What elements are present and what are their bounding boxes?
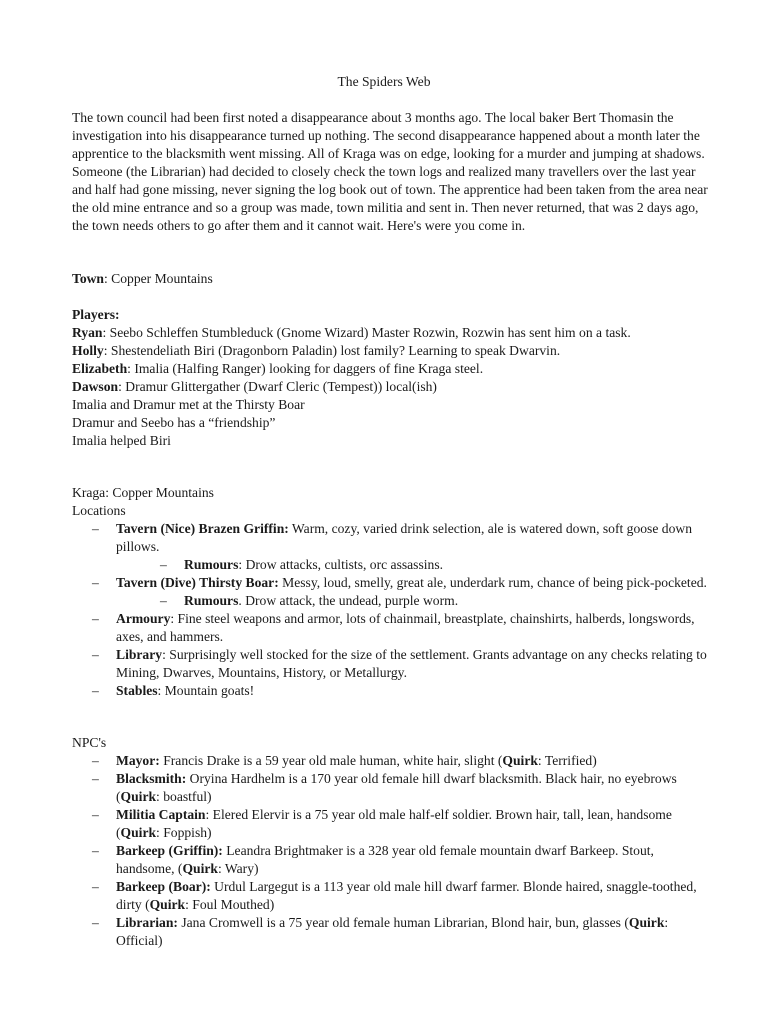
quirk-value: : Terrified) (537, 753, 597, 768)
quirk-value: : boastful) (156, 789, 212, 804)
quirk-label: Quirk (628, 915, 665, 930)
npc-desc: : Elered Elervir is a 75 year old male half-elf soldier. Brown hair, tall, lean, handsome ( (116, 807, 672, 840)
town-label: Town (72, 271, 104, 286)
npc-list (72, 752, 712, 950)
quirk-value: : Foul Mouthed) (185, 897, 275, 912)
npc-role: Militia Captain (116, 807, 206, 822)
npc-item (72, 770, 712, 806)
npc-item (72, 752, 712, 770)
intro-text: The town council had been first noted a disappearance about 3 months ago. The local baker Bert Thomasin the investigation into his disappearance turned up nothing. The second disappearance happened about a month later the apprentice to the blacksmith went missing. All of Kraga was on edge, looking for a murder and jumping at shadows. Someone (the Librarian) had decided to closely check the town logs and realized many travellers over the last year and half had gone missing, never signing the log book out of town. The apprentice had been taken from the area near the old mine entrance and so a group was made, town militia and sent in. Then never returned, that was 2 days ago, the town needs others to go after them and it cannot wait. Here's were you come in. (72, 110, 708, 233)
quirk-value: : Official) (116, 915, 669, 948)
npc-desc: Jana Cromwell is a 75 year old female human Librarian, Blond hair, bun, glasses ( (177, 915, 629, 930)
location-name: Tavern (Nice) Brazen Griffin: (116, 521, 289, 536)
rumours-list (116, 556, 712, 574)
location-item (72, 574, 712, 610)
player-note: Imalia helped Biri (72, 433, 171, 448)
location-item (72, 520, 712, 574)
npc-role: Librarian: (116, 915, 178, 930)
locations-heading: Locations (72, 503, 126, 518)
location-name: Armoury (116, 611, 171, 626)
location-desc: : Mountain goats! (157, 683, 255, 698)
npc-item (72, 914, 712, 950)
npc-role: Barkeep (Griffin): (116, 843, 223, 858)
player-note: Dramur and Seebo has a “friendship” (72, 415, 276, 430)
kraga-heading: Kraga: Copper Mountains (72, 485, 214, 500)
quirk-value: : Foppish) (156, 825, 212, 840)
location-name: Tavern (Dive) Thirsty Boar: (116, 575, 279, 590)
npc-desc: Urdul Largegut is a 113 year old male hill dwarf farmer. Blonde haired, snaggle-toothed, dirty ( (116, 879, 697, 912)
kraga-section (72, 484, 712, 700)
npc-desc: Francis Drake is a 59 year old male human, white hair, slight ( (159, 753, 503, 768)
player-note: Imalia and Dramur met at the Thirsty Boar (72, 397, 305, 412)
rumours-label: Rumours (184, 557, 239, 572)
location-desc: Warm, cozy, varied drink selection, ale is watered down, soft goose down pillows. (116, 521, 692, 554)
location-desc: : Fine steel weapons and armor, lots of chainmail, breastplate, chainshirts, halberds, longswords, axes, and hammers. (116, 611, 695, 644)
quirk-label: Quirk (149, 897, 186, 912)
npc-role: Blacksmith: (116, 771, 187, 786)
location-name: Library (116, 647, 163, 662)
player-name: Dawson (72, 379, 119, 394)
town-value: : Copper Mountains (104, 271, 213, 286)
players-section (72, 306, 712, 450)
rumours-item (116, 556, 712, 574)
rumours-item (116, 592, 712, 610)
player-name: Elizabeth (72, 361, 128, 376)
town-line (72, 270, 712, 288)
rumours-text: . Drow attack, the undead, purple worm. (238, 593, 459, 608)
location-item (72, 646, 712, 682)
npc-role: Barkeep (Boar): (116, 879, 211, 894)
quirk-value: : Wary) (217, 861, 259, 876)
player-details: : Shestendeliath Biri (Dragonborn Paladin) lost family? Learning to speak Dwarvin. (103, 343, 561, 358)
location-desc: Messy, loud, smelly, great ale, underdark rum, chance of being pick-pocketed. (278, 575, 707, 590)
rumours-list (116, 592, 712, 610)
player-name: Holly (72, 343, 104, 358)
rumours-label: Rumours (184, 593, 239, 608)
player-details: : Dramur Glittergather (Dwarf Cleric (Tempest)) local(ish) (118, 379, 437, 394)
location-name: Stables (116, 683, 158, 698)
location-item (72, 682, 712, 700)
document-title: The Spiders Web (337, 74, 431, 89)
player-line (72, 378, 712, 396)
location-desc: : Surprisingly well stocked for the size of the settlement. Grants advantage on any checks relating to Mining, Dwarves, Mountains, History, or Metallurgy. (116, 647, 707, 680)
player-line (72, 324, 712, 342)
player-line (72, 342, 712, 360)
npcs-section (72, 734, 712, 950)
quirk-label: Quirk (120, 825, 157, 840)
player-name: Ryan (72, 325, 103, 340)
npc-item (72, 842, 712, 878)
npc-role: Mayor: (116, 753, 160, 768)
npc-item (72, 806, 712, 842)
locations-list (72, 520, 712, 700)
npc-item (72, 878, 712, 914)
npc-desc: Oryina Hardhelm is a 170 year old female hill dwarf blacksmith. Black hair, no eyebrows ( (116, 771, 677, 804)
players-heading: Players: (72, 307, 120, 322)
quirk-label: Quirk (502, 753, 538, 768)
npcs-heading: NPC's (72, 735, 107, 750)
rumours-text: : Drow attacks, cultists, orc assassins. (238, 557, 444, 572)
player-line (72, 360, 712, 378)
player-details: : Seebo Schleffen Stumbleduck (Gnome Wizard) Master Rozwin, Rozwin has sent him on a task. (102, 325, 631, 340)
npc-desc: Leandra Brightmaker is a 328 year old female mountain dwarf Barkeep. Stout, handsome, ( (116, 843, 654, 876)
intro-paragraph (72, 109, 712, 235)
player-details: : Imalia (Halfing Ranger) looking for daggers of fine Kraga steel. (127, 361, 484, 376)
location-item (72, 610, 712, 646)
quirk-label: Quirk (182, 861, 218, 876)
quirk-label: Quirk (120, 789, 157, 804)
